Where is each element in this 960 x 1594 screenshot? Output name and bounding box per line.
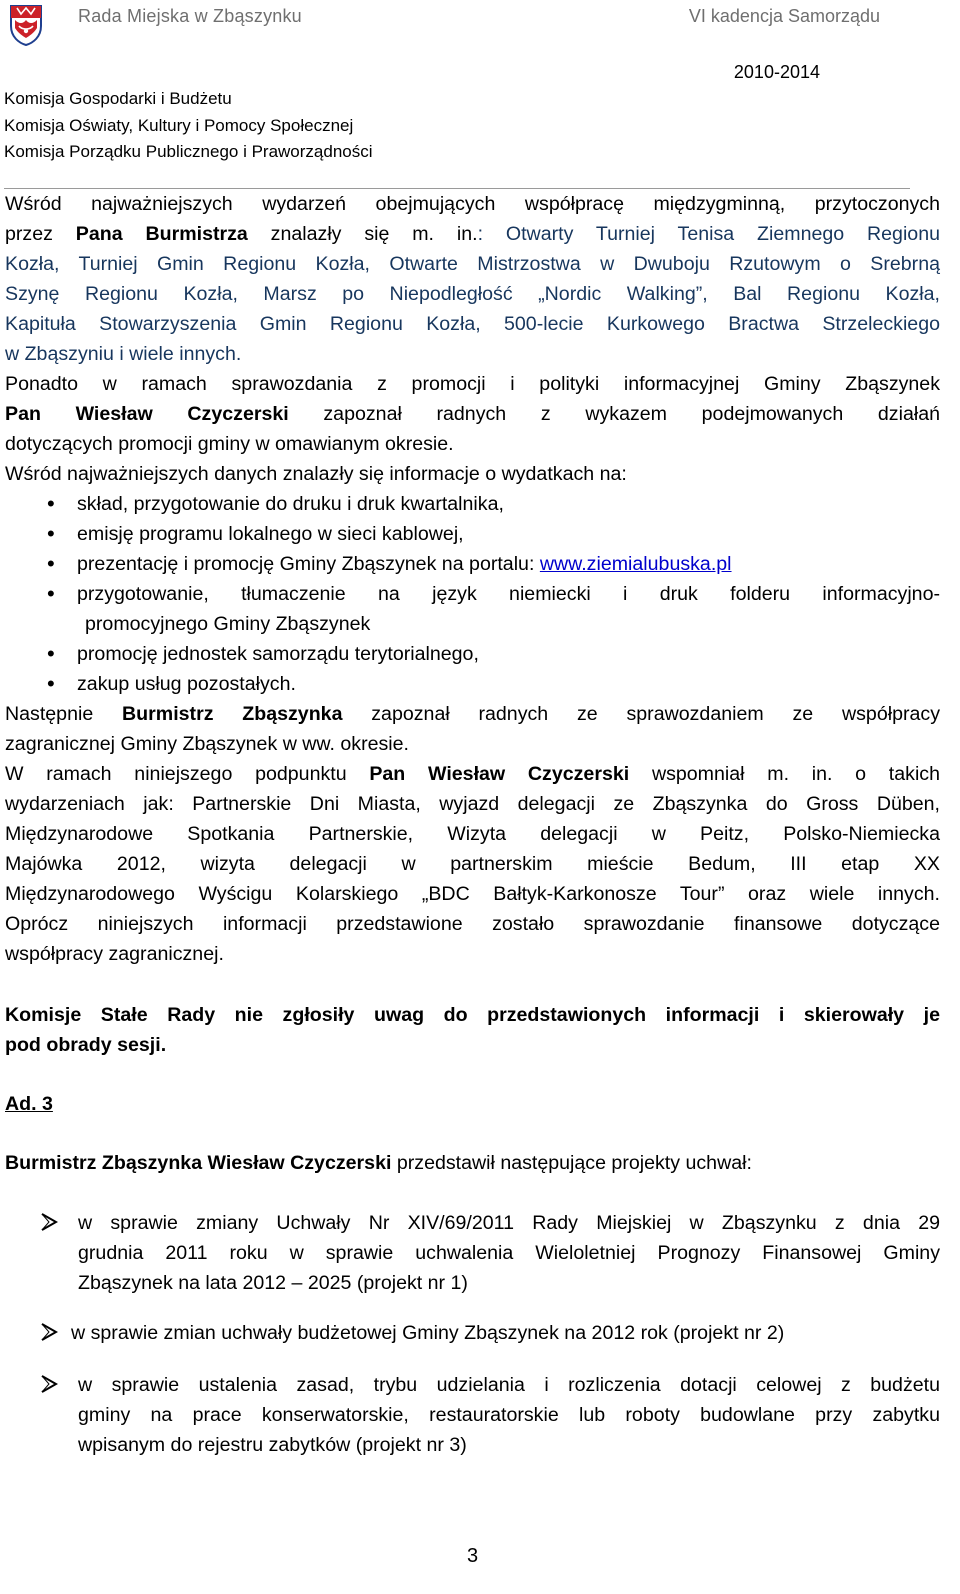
arrow-bullet-icon <box>40 1322 58 1342</box>
header-organization: Rada Miejska w Zbąszynku <box>78 6 302 26</box>
bold-name: Burmistrz Zbąszynka Wiesław Czyczerski <box>5 1152 392 1174</box>
text-line: przez Pana Burmistrza znalazły się m. in.: Otwarty Turniej Tenisa Ziemnego Regionu <box>5 223 940 245</box>
list-item: • prezentację i promocję Gminy Zbąszynek na portalu: www.ziemialubuska.pl <box>5 549 940 579</box>
text-line: Międzynarodowego Wyścigu Kolarskiego „BDC Bałtyk-Karkonosze Tour” oraz wiele innych. <box>5 883 940 905</box>
text-line: Majówka 2012, wizyta delegacji w partnerskim mieście Bedum, III etap XX <box>5 853 940 875</box>
paragraph-events <box>5 759 940 969</box>
paragraph-promotion <box>5 369 940 459</box>
list-item: • emisję programu lokalnego w sieci kablowej, <box>5 519 940 549</box>
text-line: w Zbąszyniu i wiele innych. <box>5 343 242 365</box>
paragraph-projects-intro: Burmistrz Zbąszynka Wiesław Czyczerski przedstawił następujące projekty uchwał: <box>5 1152 752 1174</box>
header-years: 2010-2014 <box>733 62 820 82</box>
list-item: • promocję jednostek samorządu terytorialnego, <box>5 639 940 669</box>
bold-name: Pana Burmistrza <box>75 223 248 245</box>
expenses-list <box>5 489 940 699</box>
list-item: • przygotowanie, tłumaczenie na język niemiecki i druk folderu informacyjno- promocyjnego Gminy Zbąszynek <box>5 579 940 639</box>
header-term: VI kadencja Samorządu <box>688 6 880 26</box>
text-line: zagranicznej Gminy Zbąszynek w ww. okresie. <box>5 733 409 755</box>
arrow-bullet-icon <box>40 1212 58 1232</box>
paragraph-foreign-cooperation <box>5 699 940 759</box>
bold-name: Burmistrz Zbąszynka <box>122 703 343 725</box>
text-line: Komisje Stałe Rady nie zgłosiły uwag do przedstawionych informacji i skierowały je <box>5 1004 940 1026</box>
text-line: Wśród najważniejszych danych znalazły się informacje o wydatkach na: <box>5 463 627 485</box>
text-line: pod obrady sesji. <box>5 1034 167 1056</box>
text-line: dotyczących promocji gminy w omawianym okresie. <box>5 433 454 455</box>
text-line: Międzynarodowe Spotkania Partnerskie, Wizyta delegacji w Peitz, Polsko-Niemiecka <box>5 823 940 845</box>
text-line: Wśród najważniejszych wydarzeń obejmujących współpracę międzygminną, przytoczonych <box>5 193 940 215</box>
arrow-bullet-icon <box>40 1374 58 1394</box>
list-item: w sprawie zmian uchwały budżetowej Gminy Zbąszynek na 2012 rok (projekt nr 2) <box>5 1318 940 1348</box>
text-line: Pan Wiesław Czyczerski zapoznał radnych z wykazem podejmowanych działań <box>5 403 940 425</box>
text-line: współpracy zagranicznej. <box>5 943 224 965</box>
list-item: • zakup usług pozostałych. <box>5 669 940 699</box>
section-heading-ad3: Ad. 3 <box>5 1093 53 1115</box>
list-item: w sprawie ustalenia zasad, trybu udzielania i rozliczenia dotacji celowej z budżetu gminy na prace konserwatorskie, restauratorskie lub roboty budowlane przy zabytku wpisanym do rejestru zabytków (projekt nr 3) <box>5 1370 940 1460</box>
coat-of-arms-icon <box>9 4 43 46</box>
text-line: Oprócz niniejszych informacji przedstawione zostało sprawozdanie finansowe dotyczące <box>5 913 940 935</box>
list-item: w sprawie zmiany Uchwały Nr XIV/69/2011 Rady Miejskiej w Zbąszynku z dnia 29 grudnia 2011 roku w sprawie uchwalenia Wieloletniej Prognozy Finansowej Gminy Zbąszynek na lata 2012 – 2025 (projekt nr 1) <box>5 1208 940 1298</box>
text-line: Szynę Regionu Kozła, Marsz po Niepodległość „Nordic Walking”, Bal Regionu Kozła, <box>5 283 940 305</box>
header-commissions <box>4 86 373 166</box>
portal-link[interactable]: www.ziemialubuska.pl <box>539 553 732 575</box>
commission-name: Komisja Porządku Publicznego i Praworządności <box>4 142 373 161</box>
bold-name: Pan Wiesław Czyczerski <box>5 403 289 425</box>
bold-name: Pan Wiesław Czyczerski <box>369 763 630 785</box>
text-line: Następnie Burmistrz Zbąszynka zapoznał radnych ze sprawozdaniem ze współpracy <box>5 703 940 725</box>
commission-name: Komisja Gospodarki i Budżetu <box>4 89 232 108</box>
text-line: Ponadto w ramach sprawozdania z promocji i polityki informacyjnej Gminy Zbąszynek <box>5 373 940 395</box>
paragraph-intermunicipal-events <box>5 189 940 369</box>
commission-name: Komisja Oświaty, Kultury i Pomocy Społecznej <box>4 115 354 135</box>
page-number: 3 <box>466 1545 479 1567</box>
document-body <box>5 189 940 1460</box>
text-line: W ramach niniejszego podpunktu Pan Wiesław Czyczerski wspomniał m. in. o takich <box>5 763 940 785</box>
paragraph-commissions-decision <box>5 1000 940 1060</box>
paragraph-expenses-intro <box>5 459 940 489</box>
text-line: Kapituła Stowarzyszenia Gmin Regionu Kozła, 500-lecie Kurkowego Bractwa Strzeleckiego <box>5 313 940 335</box>
projects-list <box>5 1208 940 1460</box>
text-line: wydarzeniach jak: Partnerskie Dni Miasta, wyjazd delegacji ze Zbąszynka do Gross Düben, <box>5 793 940 815</box>
list-item: • skład, przygotowanie do druku i druk kwartalnika, <box>5 489 940 519</box>
text-line: Kozła, Turniej Gmin Regionu Kozła, Otwarte Mistrzostwa w Dwuboju Rzutowym o Srebrną <box>5 253 940 275</box>
